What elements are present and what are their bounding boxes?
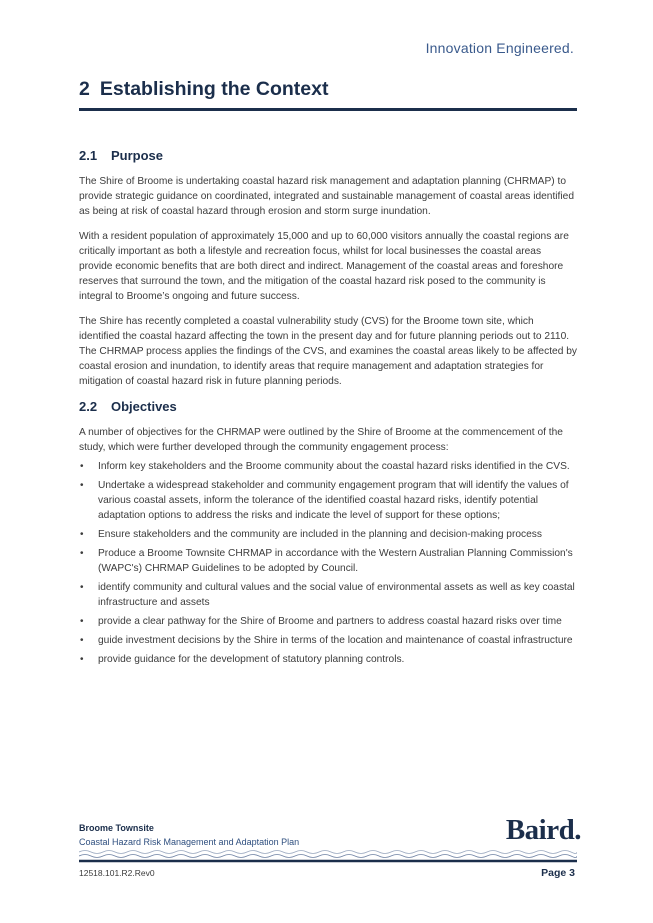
chapter-title: Establishing the Context bbox=[99, 78, 329, 100]
purpose-paragraph-3: The Shire has recently completed a coastal vulnerability study (CVS) for the Broome town site, which identified the coastal hazard affecting the town in the present day and for future planning periods out to 2110. The CHRMAP process applies the findings of the CVS, and examines the coastal areas likely to be affected by coastal erosion and inundation, to identify areas that require management and adaptation strategies for mitigation of coastal hazard risk in future planning periods. bbox=[79, 316, 577, 387]
section-purpose-number: 2.1 bbox=[79, 148, 98, 163]
main-content bbox=[79, 148, 577, 671]
chapter-number: 2 bbox=[79, 78, 90, 100]
list-item-text: Produce a Broome Townsite CHRMAP in accordance with the Western Australian Planning Commission's (WAPC's) CHRMAP Guidelines to be adopted by Council. bbox=[98, 548, 573, 574]
wave-line-top bbox=[79, 851, 577, 854]
list-item-text: Ensure stakeholders and the community are included in the planning and decision-making process bbox=[98, 529, 542, 540]
section-objectives-title: Objectives bbox=[111, 399, 177, 414]
list-item bbox=[79, 614, 577, 629]
objectives-intro: A number of objectives for the CHRMAP were outlined by the Shire of Broome at the commencement of the study, which were further developed through the community engagement process: bbox=[79, 427, 563, 453]
section-purpose-title: Purpose bbox=[111, 148, 164, 163]
list-item bbox=[79, 633, 577, 648]
document-reference: 12518.101.R2.Rev0 bbox=[79, 868, 155, 878]
list-item bbox=[79, 527, 577, 542]
list-item bbox=[79, 580, 577, 610]
bullet-icon: • bbox=[80, 582, 84, 593]
footer-subtitle: Coastal Hazard Risk Management and Adaptation Plan bbox=[79, 837, 300, 847]
list-item-text: provide guidance for the development of statutory planning controls. bbox=[98, 654, 405, 665]
bullet-icon: • bbox=[80, 635, 84, 646]
list-item-text: provide a clear pathway for the Shire of Broome and partners to address coastal hazard risks over time bbox=[98, 616, 562, 627]
objectives-list bbox=[79, 459, 577, 667]
header-tagline: Innovation Engineered. bbox=[425, 40, 574, 56]
section-objectives-number: 2.2 bbox=[79, 399, 98, 414]
list-item-text: Undertake a widespread stakeholder and community engagement program that will identify the values of various coastal assets, inform the tolerance of the identified coastal hazard risks, identify potential adaptation options to address the risks and indicate the level of support for these options; bbox=[98, 480, 569, 521]
list-item bbox=[79, 478, 577, 523]
list-item-text: Inform key stakeholders and the Broome community about the coastal hazard risks identified in the CVS. bbox=[98, 461, 570, 472]
page-number: Page 3 bbox=[541, 867, 575, 879]
list-item-text: identify community and cultural values and the social value of environmental assets as well as key coastal infrastructure and assets bbox=[98, 582, 575, 608]
list-item bbox=[79, 652, 577, 667]
section-purpose-heading bbox=[79, 148, 577, 163]
wave-line-middle bbox=[79, 855, 577, 858]
bullet-icon: • bbox=[80, 616, 84, 627]
bullet-icon: • bbox=[80, 654, 84, 665]
chapter-heading bbox=[79, 78, 577, 111]
bullet-icon: • bbox=[80, 461, 84, 472]
purpose-paragraph-2: With a resident population of approximately 15,000 and up to 60,000 visitors annually the coastal regions are critically important as both a lifestyle and recreation focus, whilst for local businesses the coastal areas provide economic benefits that are both direct and indirect. Management of the coastal areas and foreshore reserves that surround the town, and the mitigation of the coastal hazard risk posed to the community is integral to Broome’s ongoing and future success. bbox=[79, 231, 569, 302]
bullet-icon: • bbox=[80, 529, 84, 540]
bullet-icon: • bbox=[80, 548, 84, 559]
list-item bbox=[79, 546, 577, 576]
section-objectives-heading bbox=[79, 399, 577, 414]
list-item bbox=[79, 459, 577, 474]
baird-logo: Baird. bbox=[505, 814, 581, 846]
footer-title: Broome Townsite bbox=[79, 823, 154, 833]
footer-wave-divider bbox=[79, 848, 577, 864]
bullet-icon: • bbox=[80, 480, 84, 491]
list-item-text: guide investment decisions by the Shire in terms of the location and maintenance of coastal infrastructure bbox=[98, 635, 573, 646]
purpose-paragraph-1: The Shire of Broome is undertaking coastal hazard risk management and adaptation planning (CHRMAP) to provide strategic guidance on coordinated, integrated and sustainable management of coastal areas identified as being at risk of coastal hazard through erosion and storm surge inundation. bbox=[79, 176, 574, 217]
